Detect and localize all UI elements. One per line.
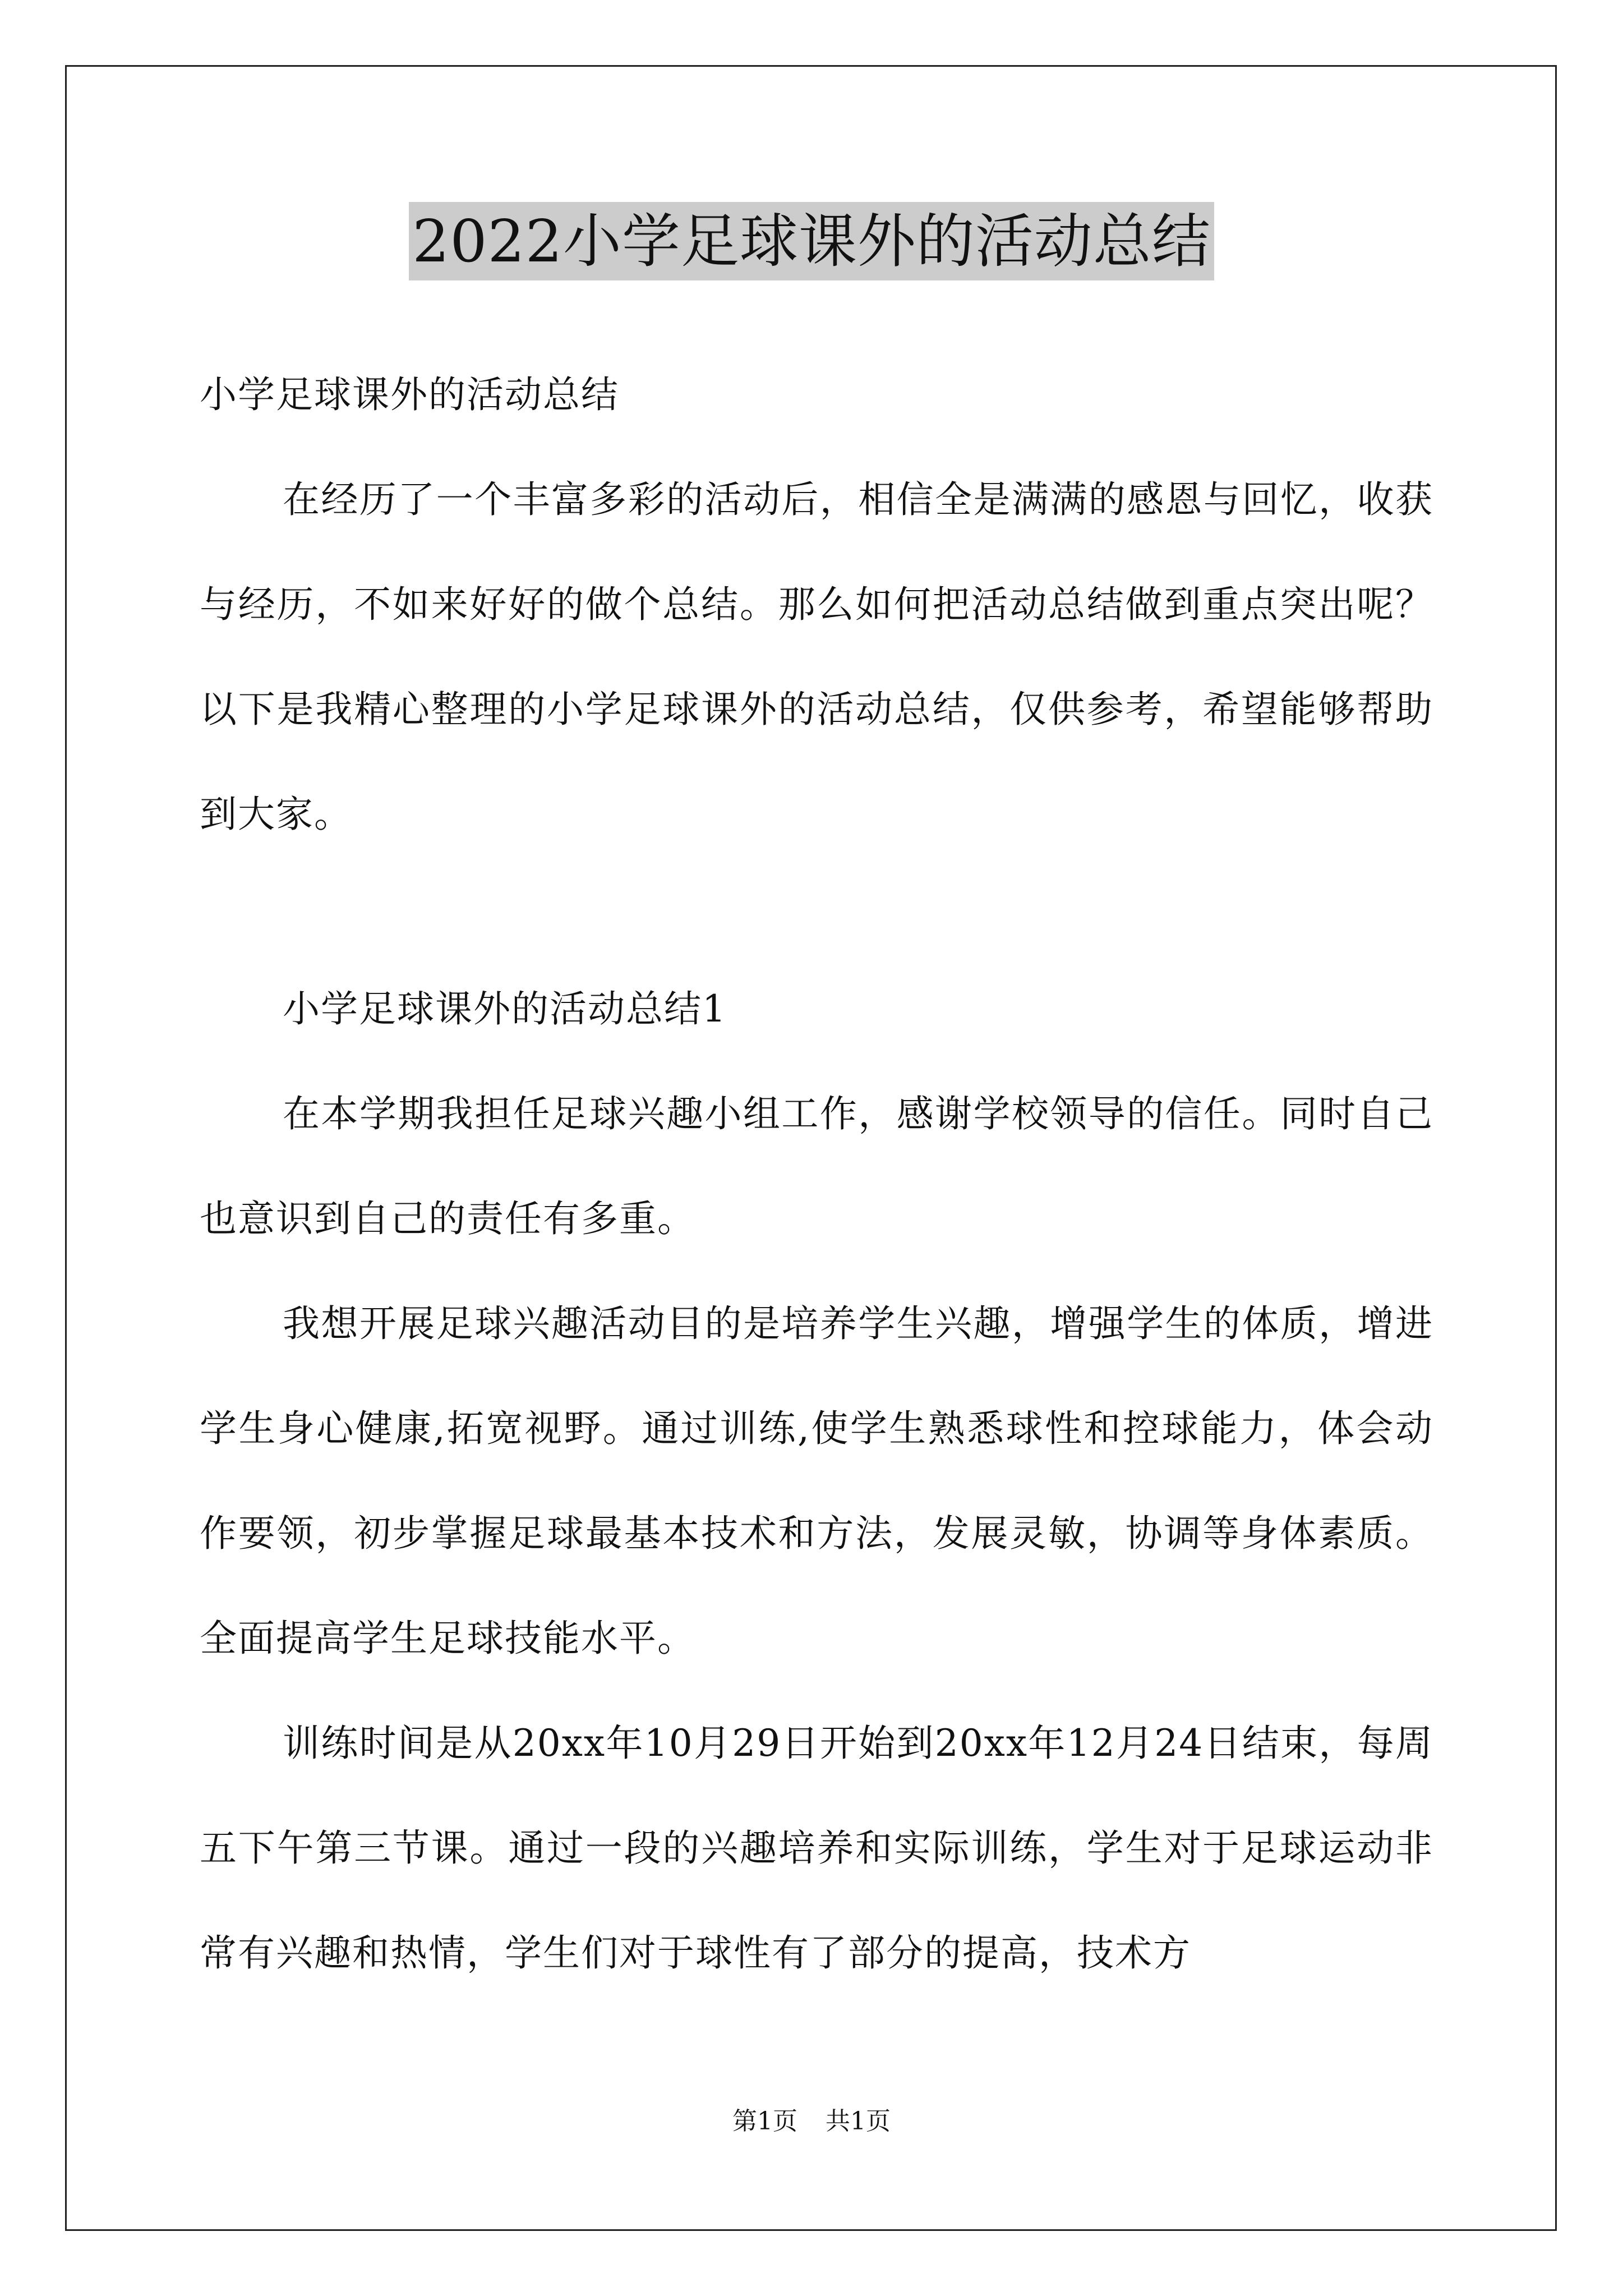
intro-paragraph: 在经历了一个丰富多彩的活动后，相信全是满满的感恩与回忆，收获与经历，不如来好好的做个总结。那么如何把活动总结做到重点突出呢？以下是我精心整理的小学足球课外的活动总结，仅供参考，希望能够帮助到大家。	[200, 478, 1433, 836]
document-title: 2022小学足球课外的活动总结	[409, 202, 1214, 280]
page-footer	[0, 2105, 1623, 2138]
page-total: 共1页	[826, 2107, 891, 2136]
section-spacer	[200, 867, 1433, 956]
page-number: 第1页	[732, 2107, 797, 2136]
body-paragraph-3: 训练时间是从20xx年10月29日开始到20xx年12月24日结束，每周五下午第三节课。通过一段的兴趣培养和实际训练，学生对于足球运动非常有兴趣和热情，学生们对于球性有了部分的提高，技术方	[200, 1722, 1433, 1975]
body-paragraph-1: 在本学期我担任足球兴趣小组工作，感谢学校领导的信任。同时自己也意识到自己的责任有多重。	[200, 1092, 1433, 1240]
document-subtitle: 小学足球课外的活动总结	[200, 373, 619, 416]
section-heading: 小学足球课外的活动总结1	[283, 987, 727, 1030]
document-body	[200, 342, 1433, 2005]
title-container	[0, 202, 1623, 280]
body-paragraph-2: 我想开展足球兴趣活动目的是培养学生兴趣，增强学生的体质，增进学生身心健康,拓宽视野。通过训练,使学生熟悉球性和控球能力，体会动作要领，初步掌握足球最基本技术和方法，发展灵敏，协调等身体素质。全面提高学生足球技能水平。	[200, 1302, 1433, 1660]
